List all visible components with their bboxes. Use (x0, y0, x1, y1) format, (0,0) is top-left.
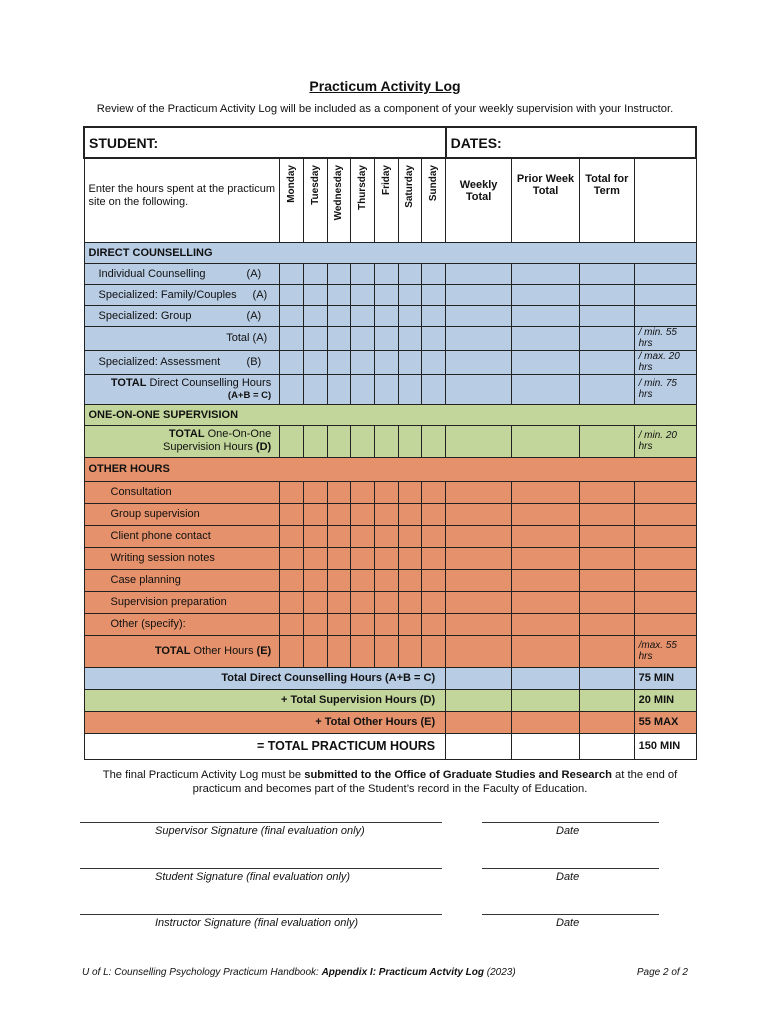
page-footer: U of L: Counselling Psychology Practicum Handbook: Appendix I: Practicum Actvity Log (2023) Page 2 of 2 (82, 967, 688, 978)
table-row (84, 481, 696, 503)
supervision-heading: ONE-ON-ONE SUPERVISION (84, 404, 696, 425)
other-hours-item: Group supervision (84, 503, 280, 525)
table-row: Specialized: Group (A) (84, 305, 696, 326)
student-date-line[interactable] (482, 868, 659, 869)
table-row: Specialized: Family/Couples (A) (84, 284, 696, 305)
day-header: Saturday (398, 158, 422, 242)
instructor-date-line[interactable] (482, 914, 659, 915)
other-hours-item: Case planning (84, 569, 280, 591)
table-row (84, 503, 696, 525)
page-title: Practicum Activity Log (309, 78, 461, 94)
day-header: Friday (374, 158, 398, 242)
direct-counselling-heading: DIRECT COUNSELLING (84, 242, 696, 263)
date-label: Date (556, 825, 580, 837)
other-hours-item: Writing session notes (84, 547, 280, 569)
requirement-note: / max. 20 hrs (634, 350, 696, 374)
dates-field[interactable]: DATES: (446, 127, 696, 158)
other-hours-item: Client phone contact (84, 525, 280, 547)
table-row (84, 569, 696, 591)
requirement-note: /max. 55 hrs (634, 635, 696, 667)
instructor-signature-line[interactable] (80, 914, 442, 915)
summary-other-label: + Total Other Hours (E) (84, 711, 446, 733)
requirement-note: / min. 20 hrs (634, 425, 696, 457)
table-row (84, 525, 696, 547)
table-row: TOTAL Direct Counselling Hours (A+B = C) / min. 75 hrs (84, 374, 696, 404)
supervisor-signature-label: Supervisor Signature (final evaluation only) (155, 825, 365, 837)
other-hours-item: Other (specify): (84, 613, 280, 635)
intro-text: Review of the Practicum Activity Log will be included as a component of your weekly supervision with your Instructor. (96, 103, 674, 115)
instruction-text: Enter the hours spent at the practicum site on the following. (84, 158, 280, 242)
table-row: Specialized: Assessment (B) / max. 20 hrs (84, 350, 696, 374)
table-row (84, 613, 696, 635)
student-signature-label: Student Signature (final evaluation only) (155, 871, 351, 883)
day-header: Sunday (422, 158, 446, 242)
summary-direct-value: 75 MIN (634, 667, 696, 689)
day-header: Thursday (351, 158, 375, 242)
student-signature-line[interactable] (80, 868, 442, 869)
table-row: TOTAL Other Hours (E) /max. 55 hrs (84, 635, 696, 667)
summary-direct-label: Total Direct Counselling Hours (A+B = C) (84, 667, 446, 689)
student-field[interactable]: STUDENT: (84, 127, 446, 158)
other-hours-item: Supervision preparation (84, 591, 280, 613)
page-number: Page 2 of 2 (636, 967, 688, 978)
summary-supervision-value: 20 MIN (634, 689, 696, 711)
supervisor-signature-line[interactable] (80, 822, 442, 823)
table-row: TOTAL One-On-One Supervision Hours (D) / min. 20 hrs (84, 425, 696, 457)
requirement-note: / min. 75 hrs (634, 374, 696, 404)
summary-other-value: 55 MAX (634, 711, 696, 733)
activity-log-table (83, 126, 697, 760)
day-header: Tuesday (303, 158, 327, 242)
grand-total-value: 150 MIN (634, 733, 696, 759)
grand-total-label: = TOTAL PRACTICUM HOURS (84, 733, 446, 759)
other-hours-heading: OTHER HOURS (84, 457, 696, 481)
prior-week-header: Prior Week Total (512, 158, 580, 242)
date-label: Date (556, 917, 580, 929)
supervisor-date-line[interactable] (482, 822, 659, 823)
day-header: Monday (280, 158, 304, 242)
submission-note: The final Practicum Activity Log must be submitted to the Office of Graduate Studies and Research at the end of practicum and becomes part of the Student’s record in the Faculty of Education. (102, 769, 678, 795)
weekly-total-header: Weekly Total (446, 158, 512, 242)
other-hours-item: Consultation (84, 481, 280, 503)
table-row (84, 591, 696, 613)
table-row: Individual Counselling (A) (84, 263, 696, 284)
summary-supervision-label: + Total Supervision Hours (D) (84, 689, 446, 711)
requirement-note: / min. 55 hrs (634, 326, 696, 350)
day-header: Wednesday (327, 158, 351, 242)
term-total-header: Total for Term (580, 158, 635, 242)
date-label: Date (556, 871, 580, 883)
instructor-signature-label: Instructor Signature (final evaluation only) (155, 917, 358, 929)
table-row (84, 547, 696, 569)
table-row: Total (A) / min. 55 hrs (84, 326, 696, 350)
